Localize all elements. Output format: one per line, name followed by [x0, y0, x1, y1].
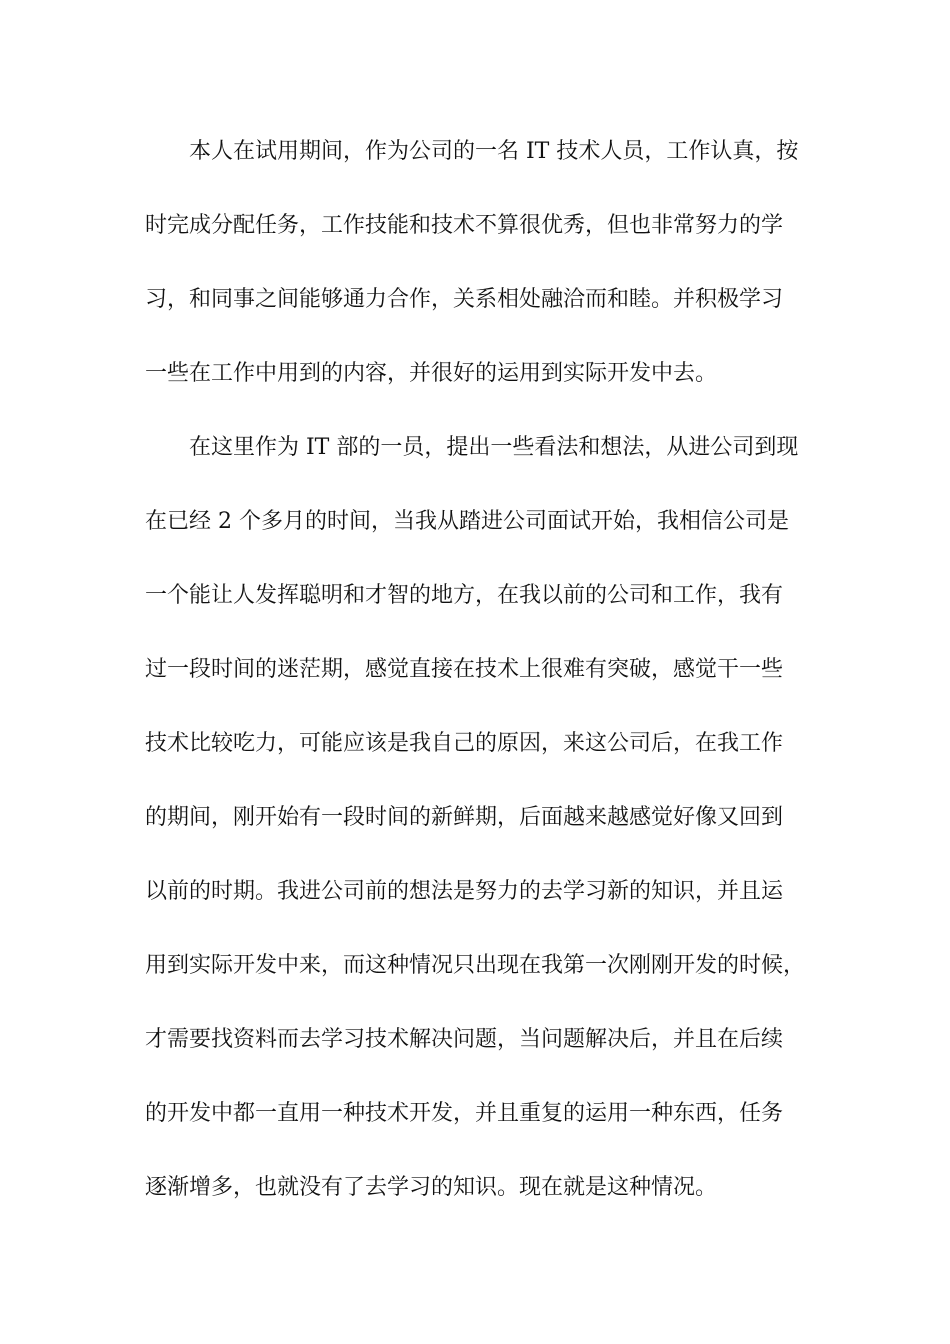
paragraph-2-line-6: 的期间，刚开始有一段时间的新鲜期，后面越来越感觉好像又回到 — [145, 805, 784, 830]
paragraph-2-line-4: 过一段时间的迷茫期，感觉直接在技术上很难有突破，感觉干一些 — [145, 657, 784, 682]
text-line — [0, 798, 950, 838]
text-line — [0, 206, 950, 246]
paragraph-2-line-3: 一个能让人发挥聪明和才智的地方，在我以前的公司和工作，我有 — [145, 583, 784, 608]
text-line — [0, 650, 950, 690]
text-line — [0, 1020, 950, 1060]
paragraph-2-line-10: 的开发中都一直用一种技术开发，并且重复的运用一种东西，任务 — [145, 1101, 784, 1126]
paragraph-2-line-11: 逐渐增多，也就没有了去学习的知识。现在就是这种情况。 — [145, 1175, 718, 1200]
paragraph-2-line-2: 在已经 2 个多月的时间，当我从踏进公司面试开始，我相信公司是 — [145, 509, 789, 534]
paragraph-1-line-3: 习，和同事之间能够通力合作，关系相处融洽而和睦。并积极学习 — [145, 287, 784, 312]
paragraph-2-line-7: 以前的时期。我进公司前的想法是努力的去学习新的知识，并且运 — [145, 879, 784, 904]
paragraph-2-line-8: 用到实际开发中来，而这种情况只出现在我第一次刚刚开发的时候， — [145, 953, 806, 978]
paragraph-2-line-1: 在这里作为 IT 部的一员，提出一些看法和想法，从进公司到现 — [189, 435, 799, 460]
text-line — [0, 354, 950, 394]
text-line — [0, 132, 950, 172]
paragraph-1-line-1: 本人在试用期间，作为公司的一名 IT 技术人员，工作认真，按 — [189, 139, 799, 164]
text-line — [0, 724, 950, 764]
paragraph-2-line-9: 才需要找资料而去学习技术解决问题，当问题解决后，并且在后续 — [145, 1027, 784, 1052]
text-line — [0, 872, 950, 912]
text-line — [0, 280, 950, 320]
text-line — [0, 1094, 950, 1134]
paragraph-2-line-5: 技术比较吃力，可能应该是我自己的原因，来这公司后，在我工作 — [145, 731, 784, 756]
text-line — [0, 428, 950, 468]
text-line — [0, 576, 950, 616]
text-line — [0, 946, 950, 986]
text-line — [0, 502, 950, 542]
text-line — [0, 1168, 950, 1208]
paragraph-1-line-2: 时完成分配任务，工作技能和技术不算很优秀，但也非常努力的学 — [145, 213, 784, 238]
paragraph-1-line-4: 一些在工作中用到的内容，并很好的运用到实际开发中去。 — [145, 361, 718, 386]
